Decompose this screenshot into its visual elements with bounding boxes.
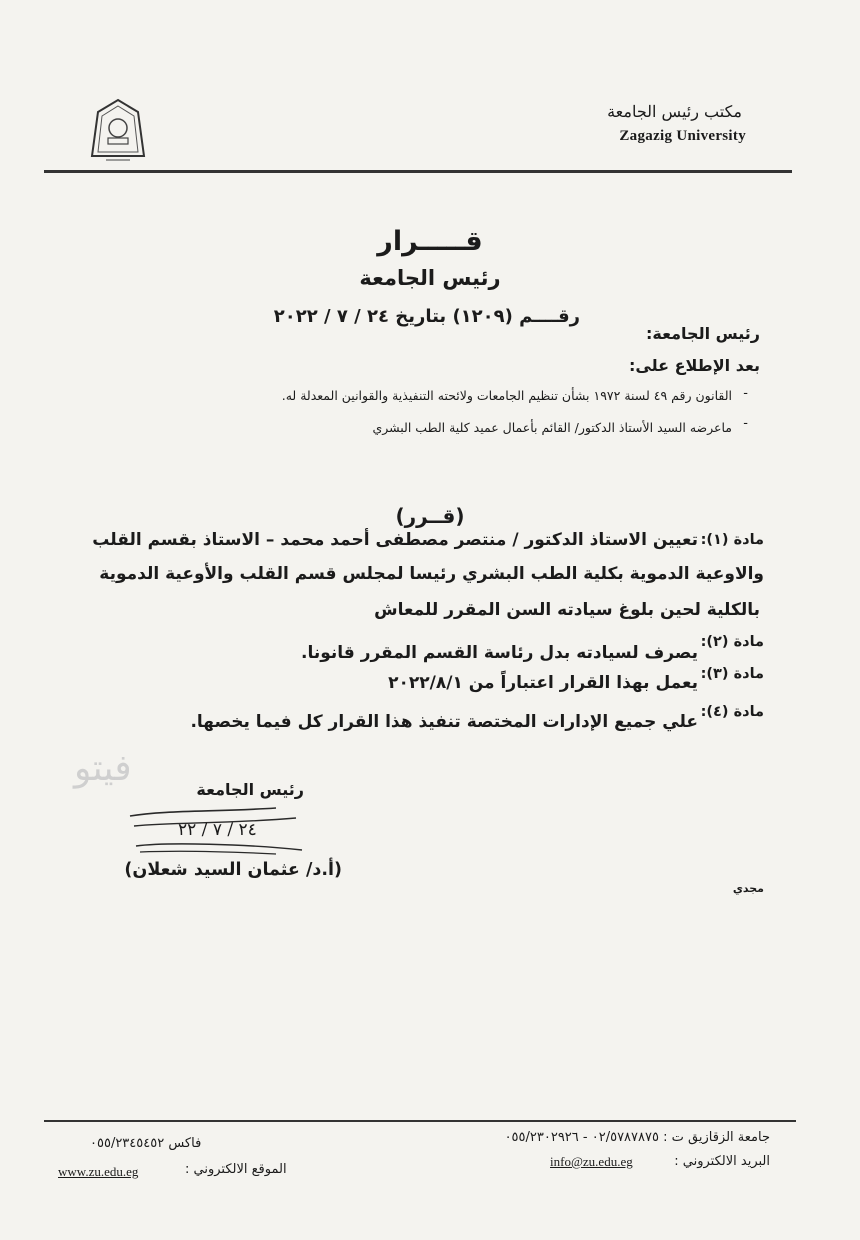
footer-fax: فاكس ٠٥٥/٢٣٤٥٤٥٢ — [90, 1136, 202, 1151]
bullet-dash: - — [743, 416, 748, 431]
footer-website-link[interactable]: www.zu.edu.eg — [58, 1164, 139, 1179]
article-continuation: بالكلية لحين بلوغ سيادته السن المقرر للمعاش — [374, 600, 760, 620]
footer-divider — [44, 1120, 796, 1122]
office-title-arabic: مكتب رئيس الجامعة — [607, 102, 742, 121]
article-label: مادة (١): — [700, 532, 764, 548]
handwritten-date: ٢٤ / ٧ / ٢٢ — [178, 820, 257, 840]
article-text: علي جميع الإدارات المختصة تنفيذ هذا القرار كل فيما يخصها. — [190, 712, 698, 732]
bullet-dash: - — [743, 386, 748, 401]
preamble-item: القانون رقم ٤٩ لسنة ١٩٧٢ بشأن تنظيم الجامعات ولائحته التنفيذية والقوانين المعدلة له. — [281, 388, 732, 403]
footer-website-label: الموقع الالكتروني : — [185, 1162, 287, 1177]
preamble-item: ماعرضه السيد الأستاذ الدكتور/ القائم بأعمال عميد كلية الطب البشري — [372, 420, 732, 435]
typist-initials: مجدي — [732, 882, 764, 895]
decree-number-date: رقــــم (١٢٠٩) بتاريخ ٢٤ / ٧ / ٢٠٢٢ — [273, 306, 580, 327]
article-label: مادة (٤): — [700, 704, 764, 720]
article-text: تعيين الاستاذ الدكتور / منتصر مصطفى أحمد محمد – الاستاذ بقسم القلب — [92, 530, 698, 550]
decree-issuer: رئيس الجامعة — [359, 266, 501, 290]
article-continuation: والاوعية الدموية بكلية الطب البشري رئيسا لمجلس قسم القلب والأوعية الدموية — [99, 564, 764, 584]
article-text: يصرف لسيادته بدل رئاسة القسم المقرر قانونا. — [301, 643, 698, 663]
footer-email-link[interactable]: info@zu.edu.eg — [550, 1154, 633, 1169]
watermark: فيتو — [74, 748, 132, 789]
footer-email-label: البريد الالكتروني : — [674, 1154, 770, 1169]
article-label: مادة (٢): — [700, 634, 764, 650]
decision-heading: (قــرر) — [395, 504, 465, 528]
footer-address-phone: جامعة الزقازيق ت : ٠٢/٥٧٨٧٨٧٥ - ٠٥٥/٢٣٠٢٩٢٦ — [504, 1130, 770, 1145]
article-text: يعمل بهذا القرار اعتباراً من ٢٠٢٢/٨/١ — [388, 673, 698, 693]
issuer-label: رئيس الجامعة: — [645, 324, 760, 343]
university-crest-icon — [84, 98, 152, 164]
signature-title: رئيس الجامعة — [196, 780, 304, 799]
article-label: مادة (٣): — [700, 666, 764, 682]
handwritten-signature — [126, 806, 306, 858]
signatory-name: (أ.د/ عثمان السيد شعلان) — [124, 860, 342, 880]
office-title-english: Zagazig University — [619, 128, 746, 144]
header-divider — [44, 170, 792, 173]
after-review-label: بعد الإطلاع على: — [628, 356, 760, 375]
decree-title: قـــــرار — [377, 226, 483, 257]
